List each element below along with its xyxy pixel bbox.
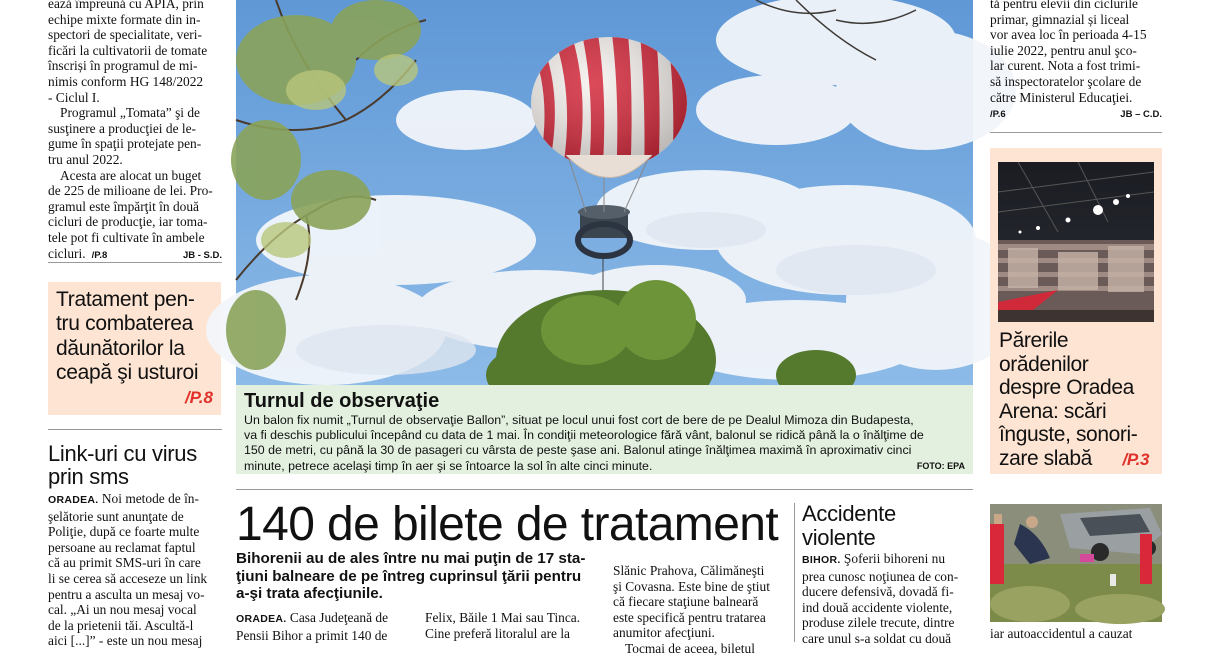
deck-line: Bihorenii au de ales între nu mai puţin de 17 sta-	[236, 550, 586, 567]
caption-text	[244, 413, 965, 474]
accidents-text	[802, 551, 974, 647]
text-line: primar, gimnazial și liceal	[990, 11, 1130, 27]
accidents-title	[802, 502, 974, 550]
text-line: cal. „Ai un nou mesaj vocal	[48, 602, 197, 618]
text-line: că fiecare staţiune balneară	[613, 594, 759, 610]
exam-article-text	[990, 0, 1162, 123]
text-line: pentru a asculta un mesaj vo-	[48, 586, 205, 602]
text-line: să inspectoratelor şcolare de	[990, 73, 1142, 89]
title-line: Părerile	[999, 329, 1069, 352]
tomato-article-text	[48, 0, 222, 263]
divider	[48, 262, 222, 263]
text-line: de la prietenii tăi. Ascultă-l	[48, 617, 194, 633]
text-line: tele pot fi cultivate în ambele	[48, 229, 205, 245]
ref-line	[990, 107, 1162, 123]
text-line: ind două accidente violente,	[802, 599, 953, 615]
author-initials: JB – C.D.	[1120, 109, 1162, 121]
deck-line: a-şi trata afecţiunile.	[236, 585, 383, 603]
caption-line: Un balon fix numit „Turnul de observaţie Ballon”, situat pe locul unui fost cort de bere de pe Dealul Mimoza din Budapesta,	[244, 413, 914, 427]
text-line: echipe mixte formate din in-	[48, 11, 201, 27]
text-line: - Ciclul I.	[48, 89, 100, 105]
title-line: Accidente	[802, 501, 896, 526]
caption-line: va fi deschis publicului începând cu data de 1 mai. În condiţii meteorologice fără vânt, balonul se ridică până la o înălţime de	[244, 428, 924, 443]
text-line: este specifică pentru tratarea	[613, 609, 766, 625]
text-line: de 225 de milioane de lei. Pro-	[48, 183, 213, 199]
text-line: spectori de specialitate, veri-	[48, 27, 202, 43]
main-headline: 140 de bilete de tratament	[236, 498, 779, 551]
text-line: lar curent. Nota a fost trimi-	[990, 58, 1141, 74]
text-line: produse zilele trecute, dintre	[802, 615, 955, 631]
text-line: şi Covasna. Este bine de ştiut	[613, 578, 770, 594]
photo-credit: FOTO: EPA	[916, 461, 965, 471]
text-line: gume în spaţii protejate pen-	[48, 136, 202, 152]
text-line: ficări la cultivatorii de tomate	[48, 42, 208, 58]
page-ref: /P.8	[91, 249, 108, 261]
arena-title	[999, 329, 1159, 471]
title-line: tru combaterea	[56, 312, 194, 336]
page-ref: /P.6	[990, 109, 1006, 121]
accidents-article	[802, 502, 974, 647]
promo-box-onion[interactable]	[48, 282, 221, 415]
main-deck	[236, 550, 596, 603]
text-line: ducere defensivă, dovadă fi-	[802, 584, 954, 600]
title-line: Link-uri cu virus	[48, 441, 197, 466]
text-line: Programul „Tomata” şi de	[60, 105, 200, 121]
text-line: tă pentru elevii din ciclurile	[990, 0, 1138, 11]
text-line: şelătorie sunt anunţate de	[48, 508, 184, 524]
main-column-3	[613, 563, 787, 657]
author-initials: JB - S.D.	[182, 249, 222, 261]
balloon-photo	[236, 0, 973, 385]
divider	[236, 489, 973, 490]
arena-photo	[998, 162, 1154, 322]
text-line: vor avea loc în perioada 4-15	[990, 27, 1147, 43]
sms-article-text	[48, 491, 222, 649]
accident-photo	[990, 504, 1162, 622]
title-line: zare slabă	[999, 446, 1092, 470]
text-line: gramul este împărţit în două	[48, 198, 199, 214]
location-label: BIHOR.	[802, 554, 841, 566]
title-line: prin sms	[48, 464, 129, 489]
text-line: Poliţie, după ce foarte multe	[48, 524, 200, 540]
caption-title: Turnul de observaţie	[244, 390, 440, 412]
text-line: iulie 2022, pentru anul şco-	[990, 42, 1137, 58]
title-line: înguste, sonori-	[999, 423, 1138, 446]
text-line: prea cunosc noţiunea de con-	[802, 568, 959, 584]
text-line: susţinere a producţiei de le-	[48, 120, 196, 136]
promo-title	[56, 288, 213, 386]
page-ref[interactable]: /P.8	[184, 387, 213, 407]
text-line: tru anul 2022.	[48, 151, 123, 167]
photo-caption	[236, 385, 973, 474]
text-line: Pensii Bihor a primit 140 de	[236, 627, 388, 643]
balloon-illustration	[236, 0, 973, 385]
caption-line: 150 de metri, cu până la 30 de pasageri cu vârsta de peste şase ani. Balonul atinge înălţimea maximă în aproximativ cinci	[244, 443, 912, 458]
main-column-2	[425, 610, 601, 641]
text-line: cicluri de producţie, iar toma-	[48, 214, 208, 230]
text-line: Tocmai de aceea, biletul	[625, 640, 755, 656]
divider	[990, 132, 1162, 133]
arena-promo-box[interactable]	[990, 148, 1162, 474]
location-label: ORADEA.	[236, 613, 287, 625]
text-line: anumitor afecţiuni.	[613, 625, 715, 641]
title-line: Tratament pen-	[56, 288, 195, 311]
text-line: persoane au reclamat faptul	[48, 539, 196, 555]
text-line: ează împreună cu APIA, prin	[48, 0, 204, 11]
text-line: cicluri.	[48, 245, 86, 261]
text-line: înscriși în programul de mi-	[48, 58, 198, 74]
text-line: Felix, Băile 1 Mai sau Tinca.	[425, 610, 581, 625]
text-line: Şoferii bihoreni nu	[843, 551, 946, 566]
location-label: ORADEA.	[48, 494, 99, 506]
divider	[48, 429, 222, 430]
vertical-divider	[794, 503, 795, 642]
accident-photo-text: iar autoaccidentul a cauzat	[990, 626, 1133, 641]
text-line: către Ministerul Educaţiei.	[990, 89, 1133, 105]
text-line: nimis conform HG 148/2022	[48, 73, 204, 89]
text-line: li se cerea să acceseze un link	[48, 570, 208, 586]
title-line: orădenilor	[999, 352, 1089, 376]
sms-article	[48, 442, 222, 649]
text-line: care unul s-a soldat cu două	[802, 630, 952, 646]
text-line: Noi metode de în-	[101, 491, 199, 506]
text-line: Slănic Prahova, Călimăneşti	[613, 563, 765, 578]
title-line: dăunătorilor la	[56, 336, 185, 360]
main-column-1	[236, 610, 412, 643]
title-line: ceapă şi usturoi	[56, 361, 199, 385]
text-line: că au primit SMS-uri în care	[48, 555, 201, 571]
text-line: Casa Judeţeană de	[289, 610, 389, 625]
caption-line: minute, petrece acelaşi timp în aer şi se întoarce la sol în alte cinci minute.	[244, 458, 653, 473]
sms-article-title	[48, 442, 222, 488]
text-line: Acesta are alocat un buget	[60, 167, 202, 183]
title-line: Arena: scări	[999, 399, 1107, 423]
text-line: aici [...]” - este un nou mesaj	[48, 633, 203, 649]
deck-line: ţiuni balneare de pe întreg cuprinsul ţării pentru	[236, 567, 582, 585]
page-ref[interactable]: /P.3	[1122, 449, 1149, 469]
text-line: Cine preferă litoralul are la	[425, 625, 570, 641]
title-line: despre Oradea	[999, 376, 1134, 399]
title-line: violente	[802, 525, 876, 550]
